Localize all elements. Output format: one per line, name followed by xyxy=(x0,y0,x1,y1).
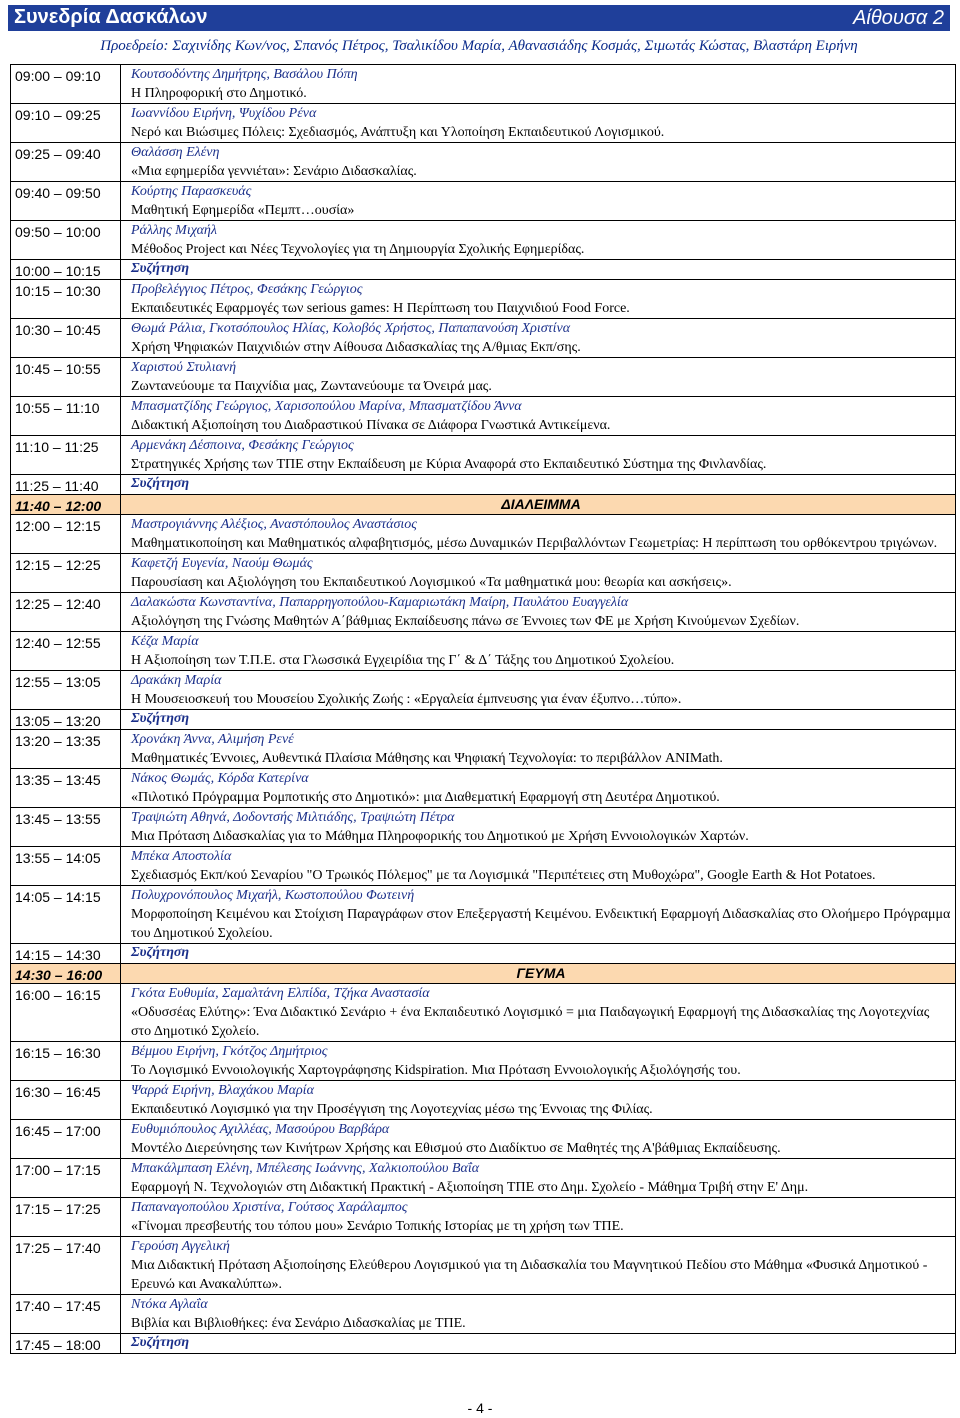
session-content xyxy=(121,182,956,221)
session-content: ΔΙΑΛΕΙΜΜΑ xyxy=(121,495,956,515)
authors: Κέζα Μαρία xyxy=(131,634,199,649)
talk-title: Εφαρμογή Ν. Τεχνολογιών στη Διδακτική Πρακτική - Αξιοποίηση ΤΠΕ στο Δημ. Σχολείο - Μάθημα Τριβή στην Ε' Δημ. xyxy=(131,1180,809,1195)
break-row xyxy=(11,964,956,984)
talk-row xyxy=(11,397,956,436)
authors: Ράλλης Μιχαήλ xyxy=(131,223,217,238)
talk-row xyxy=(11,1295,956,1334)
talk-title: «Γίνομαι πρεσβευτής του τόπου μου» Σενάριο Τοπικής Ιστορίας με τη χρήση των ΤΠΕ. xyxy=(131,1219,624,1234)
authors: Μπασματζίδης Γεώργιος, Χαρισοπούλου Μαρίνα, Μπασματζίδου Άννα xyxy=(131,399,522,414)
talk-title: Μοντέλο Διερεύνησης των Κινήτρων Χρήσης και Εθισμού στο Διαδίκτυο σε Μαθητές της Α'βάθμιας Εκπαίδευσης. xyxy=(131,1141,781,1156)
authors: Μπακάλμπαση Ελένη, Μπέλεσης Ιωάννης, Χαλκιοπούλου Βαΐα xyxy=(131,1161,480,1176)
session-content xyxy=(121,554,956,593)
authors: Χρονάκη Άννα, Αλιμήση Ρενέ xyxy=(131,732,294,747)
authors: Γερούση Αγγελική xyxy=(131,1239,230,1254)
discussion-row xyxy=(11,1334,956,1354)
discussion-row xyxy=(11,710,956,730)
session-content xyxy=(121,1237,956,1295)
talk-row xyxy=(11,769,956,808)
time-slot: 13:20 – 13:35 xyxy=(11,730,121,769)
time-slot: 12:00 – 12:15 xyxy=(11,515,121,554)
discussion-row xyxy=(11,260,956,280)
talk-title: Το Λογισμικό Εννοιολογικής Χαρτογράφησης Kidspiration. Μια Πρόταση Εννοιολογικής Αξιολόγησής του. xyxy=(131,1063,741,1078)
program-table xyxy=(10,64,956,1354)
authors: Κουτσοδόντης Δημήτρης, Βασάλου Πόπη xyxy=(131,67,358,82)
time-slot: 13:35 – 13:45 xyxy=(11,769,121,808)
session-content xyxy=(121,1198,956,1237)
authors: Προβελέγγιος Πέτρος, Φεσάκης Γεώργιος xyxy=(131,282,363,297)
session-content xyxy=(121,847,956,886)
talk-row xyxy=(11,515,956,554)
talk-title: Στρατηγικές Χρήσης των ΤΠΕ στην Εκπαίδευση με Κύρια Αναφορά στο Εκπαιδευτικό Σύστημα της Φινλανδίας. xyxy=(131,457,767,472)
time-slot: 09:00 – 09:10 xyxy=(11,65,121,104)
time-slot: 12:55 – 13:05 xyxy=(11,671,121,710)
session-content xyxy=(121,808,956,847)
talk-row xyxy=(11,632,956,671)
authors: Ψαρρά Ειρήνη, Βλαχάκου Μαρία xyxy=(131,1083,314,1098)
time-slot: 14:05 – 14:15 xyxy=(11,886,121,944)
talk-row xyxy=(11,221,956,260)
session-content xyxy=(121,1334,956,1354)
session-content xyxy=(121,436,956,475)
talk-title: Παρουσίαση και Αξιολόγηση του Εκπαιδευτικού Λογισμικού «Τα μαθηματικά μου: θεωρία και ασκήσεις». xyxy=(131,575,732,590)
authors: Καφετζή Ευγενία, Ναούμ Θωμάς xyxy=(131,556,313,571)
time-slot: 11:40 – 12:00 xyxy=(11,495,121,515)
talk-row xyxy=(11,280,956,319)
time-slot: 10:30 – 10:45 xyxy=(11,319,121,358)
time-slot: 17:15 – 17:25 xyxy=(11,1198,121,1237)
talk-title: Διδακτική Αξιοποίηση του Διαδραστικού Πίνακα σε Διάφορα Γνωστικά Αντικείμενα. xyxy=(131,418,611,433)
talk-title: Εκπαιδευτικό Λογισμικό για την Προσέγγιση της Λογοτεχνίας μέσω της Έννοιας της Φιλίας. xyxy=(131,1102,653,1117)
session-content: ΓΕΥΜΑ xyxy=(121,964,956,984)
chairs-line: Προεδρείο: Σαχινίδης Κων/νος, Σπανός Πέτρος, Τσαλικίδου Μαρία, Αθανασιάδης Κοσμάς, Σιμωτάς Κώστας, Βλαστάρη Ειρήνη xyxy=(100,38,858,54)
authors: Μαστρογιάννης Αλέξιος, Αναστόπουλος Αναστάσιος xyxy=(131,517,417,532)
talk-row xyxy=(11,1042,956,1081)
break-row xyxy=(11,495,956,515)
talk-row xyxy=(11,554,956,593)
session-title: Συνεδρία Δασκάλων xyxy=(14,6,208,28)
talk-title: Μια Πρόταση Διδασκαλίας για το Μάθημα Πληροφορικής του Δημοτικού με Χρήση Εννοιολογικών Χαρτών. xyxy=(131,829,749,844)
session-content xyxy=(121,221,956,260)
session-content xyxy=(121,944,956,964)
authors: Κούρτης Παρασκευάς xyxy=(131,184,252,199)
session-content xyxy=(121,1042,956,1081)
talk-title: Η Αξιοποίηση των Τ.Π.Ε. στα Γλωσσικά Εγχειρίδια της Γ΄ & Δ΄ Τάξης του Δημοτικού Σχολείου. xyxy=(131,653,675,668)
authors: Δαλακώστα Κωνσταντίνα, Παπαρρηγοπούλου-Καμαριωτάκη Μαίρη, Παυλάτου Ευαγγελία xyxy=(131,595,629,610)
talk-row xyxy=(11,886,956,944)
discussion-row xyxy=(11,475,956,495)
talk-row xyxy=(11,143,956,182)
authors: Ιωαννίδου Ειρήνη, Ψυχίδου Ρένα xyxy=(131,106,317,121)
time-slot: 11:25 – 11:40 xyxy=(11,475,121,495)
authors: Γκότα Ευθυμία, Σαμαλτάνη Ελπίδα, Τζήκα Αναστασία xyxy=(131,986,430,1001)
time-slot: 13:45 – 13:55 xyxy=(11,808,121,847)
talk-title: Η Μουσειοσκευή του Μουσείου Σχολικής Ζωής : «Εργαλεία έμπνευσης για έναν έξυπνο…τύπο». xyxy=(131,692,682,707)
session-content xyxy=(121,319,956,358)
time-slot: 10:55 – 11:10 xyxy=(11,397,121,436)
authors: Θωμά Ράλια, Γκοτσόπουλος Ηλίας, Κολοβός Χρήστος, Παπαπανούση Χριστίνα xyxy=(131,321,571,336)
session-content xyxy=(121,104,956,143)
authors: Βέμμου Ειρήνη, Γκότζος Δημήτριος xyxy=(131,1044,328,1059)
page-number: - 4 - xyxy=(467,1400,493,1416)
authors: Χαριστού Στυλιανή xyxy=(131,360,237,375)
talk-row xyxy=(11,319,956,358)
talk-row xyxy=(11,1159,956,1198)
time-slot: 14:15 – 14:30 xyxy=(11,944,121,964)
talk-row xyxy=(11,1237,956,1295)
authors: Θαλάσση Ελένη xyxy=(131,145,220,160)
time-slot: 12:40 – 12:55 xyxy=(11,632,121,671)
session-content xyxy=(121,260,956,280)
talk-row xyxy=(11,847,956,886)
discussion-label: Συζήτηση xyxy=(131,476,190,491)
time-slot: 13:05 – 13:20 xyxy=(11,710,121,730)
talk-title: Ζωντανεύουμε τα Παιχνίδια μας, Ζωντανεύουμε τα Όνειρά μας. xyxy=(131,379,492,394)
time-slot: 14:30 – 16:00 xyxy=(11,964,121,984)
talk-title: Αξιολόγηση της Γνώσης Μαθητών Α΄βάθμιας Εκπαίδευσης πάνω σε Έννοιες των ΦΕ με Χρήση Κινούμενων Σχεδίων. xyxy=(131,614,800,629)
talk-title: Μαθηματικές Έννοιες, Αυθεντικά Πλαίσια Μάθησης και Ψηφιακή Τεχνολογία: το περιβάλλον ANIMath. xyxy=(131,751,723,766)
talk-title: Μέθοδος Project και Νέες Τεχνολογίες για τη Δημιουργία Σχολικής Εφημερίδας. xyxy=(131,242,585,257)
authors: Παπαναγοπούλου Χριστίνα, Γούτσος Χαράλαμπος xyxy=(131,1200,408,1215)
discussion-row xyxy=(11,944,956,964)
talk-row xyxy=(11,593,956,632)
authors: Αρμενάκη Δέσποινα, Φεσάκης Γεώργιος xyxy=(131,438,354,453)
time-slot: 09:50 – 10:00 xyxy=(11,221,121,260)
authors: Μπέκα Αποστολία xyxy=(131,849,232,864)
talk-row xyxy=(11,1120,956,1159)
talk-title: «Οδυσσέας Ελύτης»: Ένα Διδακτικό Σενάριο + ένα Εκπαιδευτικό Λογισμικό = μια Παιδαγωγική Εφαρμογή της Διδασκαλίας της Λογοτεχνίας στο Δημοτικό Σχολείο. xyxy=(131,1005,930,1039)
session-content xyxy=(121,593,956,632)
time-slot: 16:00 – 16:15 xyxy=(11,984,121,1042)
session-content xyxy=(121,710,956,730)
talk-row xyxy=(11,104,956,143)
time-slot: 10:45 – 10:55 xyxy=(11,358,121,397)
session-content xyxy=(121,280,956,319)
talk-title: Νερό και Βιώσιμες Πόλεις: Σχεδιασμός, Ανάπτυξη και Υλοποίηση Εκπαιδευτικού Λογισμικού. xyxy=(131,125,665,140)
session-content xyxy=(121,632,956,671)
authors: Ευθυμιόπουλος Αχιλλέας, Μασούρου Βαρβάρα xyxy=(131,1122,390,1137)
talk-row xyxy=(11,730,956,769)
time-slot: 16:45 – 17:00 xyxy=(11,1120,121,1159)
talk-title: Βιβλία και Βιβλιοθήκες: ένα Σενάριο Διδασκαλίας με ΤΠΕ. xyxy=(131,1316,466,1331)
talk-title: Σχεδιασμός Εκπ/κού Σεναρίου "Ο Τρωικός Πόλεμος" με τα Λογισμικά "Περιπέτειες στη Μυθοχώρα", Google Earth & Hot Potatoes. xyxy=(131,868,876,883)
discussion-label: Συζήτηση xyxy=(131,711,190,726)
time-slot: 16:30 – 16:45 xyxy=(11,1081,121,1120)
session-content xyxy=(121,730,956,769)
session-content xyxy=(121,1081,956,1120)
talk-title: Εκπαιδευτικές Εφαρμογές των serious games: Η Περίπτωση του Παιχνιδιού Food Force. xyxy=(131,301,630,316)
talk-row xyxy=(11,671,956,710)
time-slot: 11:10 – 11:25 xyxy=(11,436,121,475)
talk-row xyxy=(11,436,956,475)
time-slot: 09:10 – 09:25 xyxy=(11,104,121,143)
time-slot: 12:25 – 12:40 xyxy=(11,593,121,632)
authors: Τραψιώτη Αθηνά, Δοδοντσής Μιλτιάδης, Τραψιώτη Πέτρα xyxy=(131,810,455,825)
talk-title: Η Πληροφορική στο Δημοτικό. xyxy=(131,86,307,101)
discussion-label: Συζήτηση xyxy=(131,1335,190,1350)
talk-row xyxy=(11,182,956,221)
session-content xyxy=(121,358,956,397)
talk-title: Μορφοποίηση Κειμένου και Στοίχιση Παραγράφων στον Επεξεργαστή Κειμένου. Ενδεικτική Εφαρμογή Διδασκαλίας στο Ολοήμερο Πρόγραμμα του Δημοτικού Σχολείου. xyxy=(131,907,951,941)
session-content xyxy=(121,1120,956,1159)
talk-title: «Μια εφημερίδα γεννιέται»: Σενάριο Διδασκαλίας. xyxy=(131,164,417,179)
talk-row xyxy=(11,984,956,1042)
room-label: Αίθουσα 2 xyxy=(853,7,944,29)
time-slot: 09:40 – 09:50 xyxy=(11,182,121,221)
session-content xyxy=(121,1159,956,1198)
talk-title: Μαθητική Εφημερίδα «Πεμπτ…ουσία» xyxy=(131,203,355,218)
talk-title: Μια Διδακτική Πρόταση Αξιοποίησης Ελεύθερου Λογισμικού για τη Διδασκαλία του Μαγνητικού Πεδίου στο Μάθημα «Φυσικά Δημοτικού - Ερευνώ και Ανακαλύπτω». xyxy=(131,1258,928,1292)
discussion-label: Συζήτηση xyxy=(131,945,190,960)
session-banner xyxy=(8,5,950,31)
time-slot: 13:55 – 14:05 xyxy=(11,847,121,886)
session-content xyxy=(121,65,956,104)
session-content xyxy=(121,397,956,436)
session-content xyxy=(121,143,956,182)
time-slot: 17:00 – 17:15 xyxy=(11,1159,121,1198)
session-content xyxy=(121,475,956,495)
time-slot: 16:15 – 16:30 xyxy=(11,1042,121,1081)
talk-row xyxy=(11,65,956,104)
session-content xyxy=(121,515,956,554)
talk-row xyxy=(11,808,956,847)
time-slot: 10:15 – 10:30 xyxy=(11,280,121,319)
time-slot: 17:45 – 18:00 xyxy=(11,1334,121,1354)
talk-row xyxy=(11,358,956,397)
time-slot: 17:40 – 17:45 xyxy=(11,1295,121,1334)
talk-title: «Πιλοτικό Πρόγραμμα Ρομποτικής στο Δημοτικό»: μια Διαθεματική Εφαρμογή στη Δευτέρα Δημοτικού. xyxy=(131,790,720,805)
talk-row xyxy=(11,1081,956,1120)
talk-title: Μαθηματικοποίηση και Μαθηματικός αλφαβητισμός, μέσω Δυναμικών Περιβαλλόντων Γεωμετρίας: Η περίπτωση του ορθόκεντρου τριγώνων. xyxy=(131,536,938,551)
session-content xyxy=(121,671,956,710)
time-slot: 10:00 – 10:15 xyxy=(11,260,121,280)
discussion-label: Συζήτηση xyxy=(131,261,190,276)
time-slot: 17:25 – 17:40 xyxy=(11,1237,121,1295)
authors: Πολυχρονόπουλος Μιχαήλ, Κωστοπούλου Φωτεινή xyxy=(131,888,415,903)
talk-title: Χρήση Ψηφιακών Παιχνιδιών στην Αίθουσα Διδασκαλίας της Α/θμιας Εκπ/σης. xyxy=(131,340,581,355)
session-content xyxy=(121,984,956,1042)
talk-row xyxy=(11,1198,956,1237)
time-slot: 12:15 – 12:25 xyxy=(11,554,121,593)
authors: Δρακάκη Μαρία xyxy=(131,673,222,688)
session-content xyxy=(121,769,956,808)
session-content xyxy=(121,886,956,944)
authors: Νάκος Θωμάς, Κόρδα Κατερίνα xyxy=(131,771,309,786)
session-content xyxy=(121,1295,956,1334)
authors: Ντόκα Αγλαΐα xyxy=(131,1297,208,1312)
time-slot: 09:25 – 09:40 xyxy=(11,143,121,182)
